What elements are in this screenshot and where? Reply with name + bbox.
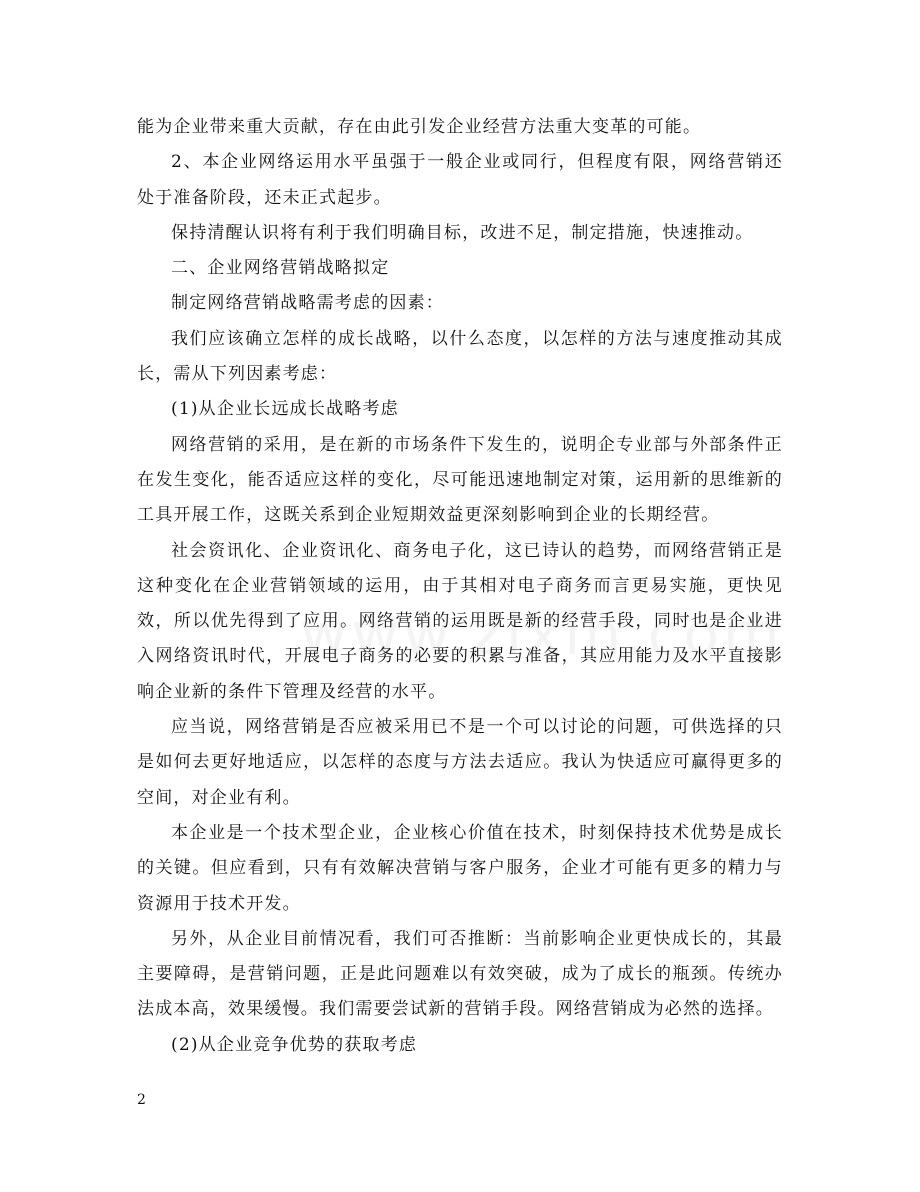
paragraph-1: 能为企业带来重大贡献，存在由此引发企业经营方法重大变革的可能。 xyxy=(137,117,702,137)
paragraph-5: 制定网络营销战略需考虑的因素： xyxy=(171,293,444,314)
paragraph-3: 保持清醒认识将有利于我们明确目标，改进不足，制定措施，快速推动。 xyxy=(171,222,754,243)
paragraph-11: 本企业是一个技术型企业，企业核心价值在技术，时刻保持技术优势是成长的关键。但应看到，只有有效解决营销与客户服务，企业才可能有更多的精力与资源用于技术开发。 xyxy=(137,822,783,914)
paragraph-10: 应当说，网络营销是否应被采用已不是一个可以讨论的问题，可供选择的只是如何去更好地适应，以怎样的态度与方法去适应。我认为快适应可赢得更多的空间，对企业有利。 xyxy=(137,717,783,808)
paragraph-2: 2、本企业网络运用水平虽强于一般企业或同行，但程度有限，网络营销还处于准备阶段，还未正式起步。 xyxy=(137,152,783,208)
subheading-2: (2)从企业竞争优势的获取考虑 xyxy=(171,1034,418,1055)
paragraph-6: 我们应该确立怎样的成长战略，以什么态度，以怎样的方法与速度推动其成长，需从下列因素考虑： xyxy=(137,328,783,385)
paragraph-12: 另外，从企业目前情况看，我们可否推断：当前影响企业更快成长的，其最主要障碍，是营销问题，正是此问题难以有效突破，成为了成长的瓶颈。传统办法成本高，效果缓慢。我们需要尝试新的营销手段。网络营销成为必然的选择。 xyxy=(137,928,783,1020)
section-heading: 二、企业网络营销战略拟定 xyxy=(171,258,390,279)
paragraph-9: 社会资讯化、企业资讯化、商务电子化，这已诗认的趋势，而网络营销正是这种变化在企业营销领域的运用，由于其相对电子商务而言更易实施，更快见效，所以优先得到了应用。网络营销的运用既是新的经营手段，同时也是企业进入网络资讯时代，开展电子商务的必要的积累与准备，其应用能力及水平直接影响企业新的条件下管理及经营的水平。 xyxy=(137,540,783,702)
paragraph-8: 网络营销的采用，是在新的市场条件下发生的，说明企专业部与外部条件正在发生变化，能否适应这样的变化，尽可能迅速地制定对策，运用新的思维新的工具开展工作，这既关系到企业短期效益更深刻影响到企业的长期经营。 xyxy=(137,434,783,526)
document-body xyxy=(137,110,783,1063)
page-number: 2 xyxy=(137,1092,146,1108)
subheading-1: (1)从企业长远成长战略考虑 xyxy=(171,399,399,420)
